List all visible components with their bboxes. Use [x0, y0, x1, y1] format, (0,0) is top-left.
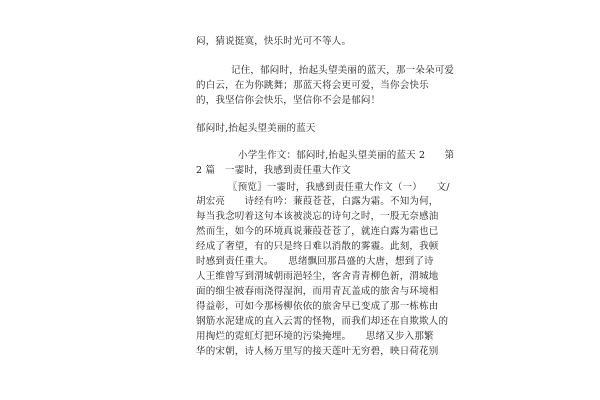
section2-line-12: 华的宋朝，诗人杨万里写的接天莲叶无穷碧，映日荷花别	[196, 346, 439, 357]
section2-line-6: 时感到责任重大。 思绪飘回那昌盛的大唐，想到了诗	[196, 256, 434, 267]
section2-title-line: 小学生作文：郁闷时,抬起头望美丽的蓝天 2 第	[238, 150, 455, 161]
heading: 郁闷时,抬起头望美丽的蓝天	[196, 123, 316, 134]
para1-line-1: 闷，猜说挺寞，快乐时光可不等人。	[196, 36, 352, 47]
para2-line-3: 的，我坚信你会快乐，坚信你不会是郁闷！	[196, 95, 381, 106]
para2-line-1: 记住，郁闷时，抬起头望美丽的蓝天，那一朵朵可爱	[231, 65, 455, 76]
section2-subtitle-line: 2 篇 一霎时，我感到责任重大作文	[196, 165, 351, 176]
section2-line-10: 钢筋水泥建成的直入云霄的怪物，而我们却还在自欺欺人的	[196, 316, 449, 327]
section2-line-7: 人王维曾写到渭城朝雨浥轻尘，客舍青青柳色新，渭城地	[196, 271, 439, 282]
section2-line-3: 每当我念叨着这句本该被淡忘的诗句之时，一股无奈感油	[196, 211, 439, 222]
section2-line-9: 得益彰，可如今那杨柳依依的旅舍早已变成了那一栋栋由	[196, 301, 439, 312]
section2-line-8: 面的细尘被春雨浇得湿润，而用青瓦盖成的旅舍与环境相	[196, 286, 439, 297]
para2-line-2: 的白云，在为你跳舞；那蓝天将会更可爱，当你会快乐	[196, 80, 429, 91]
section2-line-5: 经成了奢望，有的只是终日难以消散的雾霾。此刻，我顿	[196, 241, 439, 252]
section2-line-11: 用掏烂的霓虹灯把环境的污染掩埋。 思绪又步入那繁	[196, 331, 434, 342]
section2-line-2: 胡宏亮 诗经有吟：蒹葭苍苍，白露为霜。不知为何，	[196, 196, 439, 207]
section2-line-1: 〖预览〗一霎时，我感到责任重大作文（一） 文/	[228, 182, 450, 193]
section2-line-4: 然而生，如今的环境真说蒹葭苍苍了，就连白露为霜也已	[196, 226, 439, 237]
